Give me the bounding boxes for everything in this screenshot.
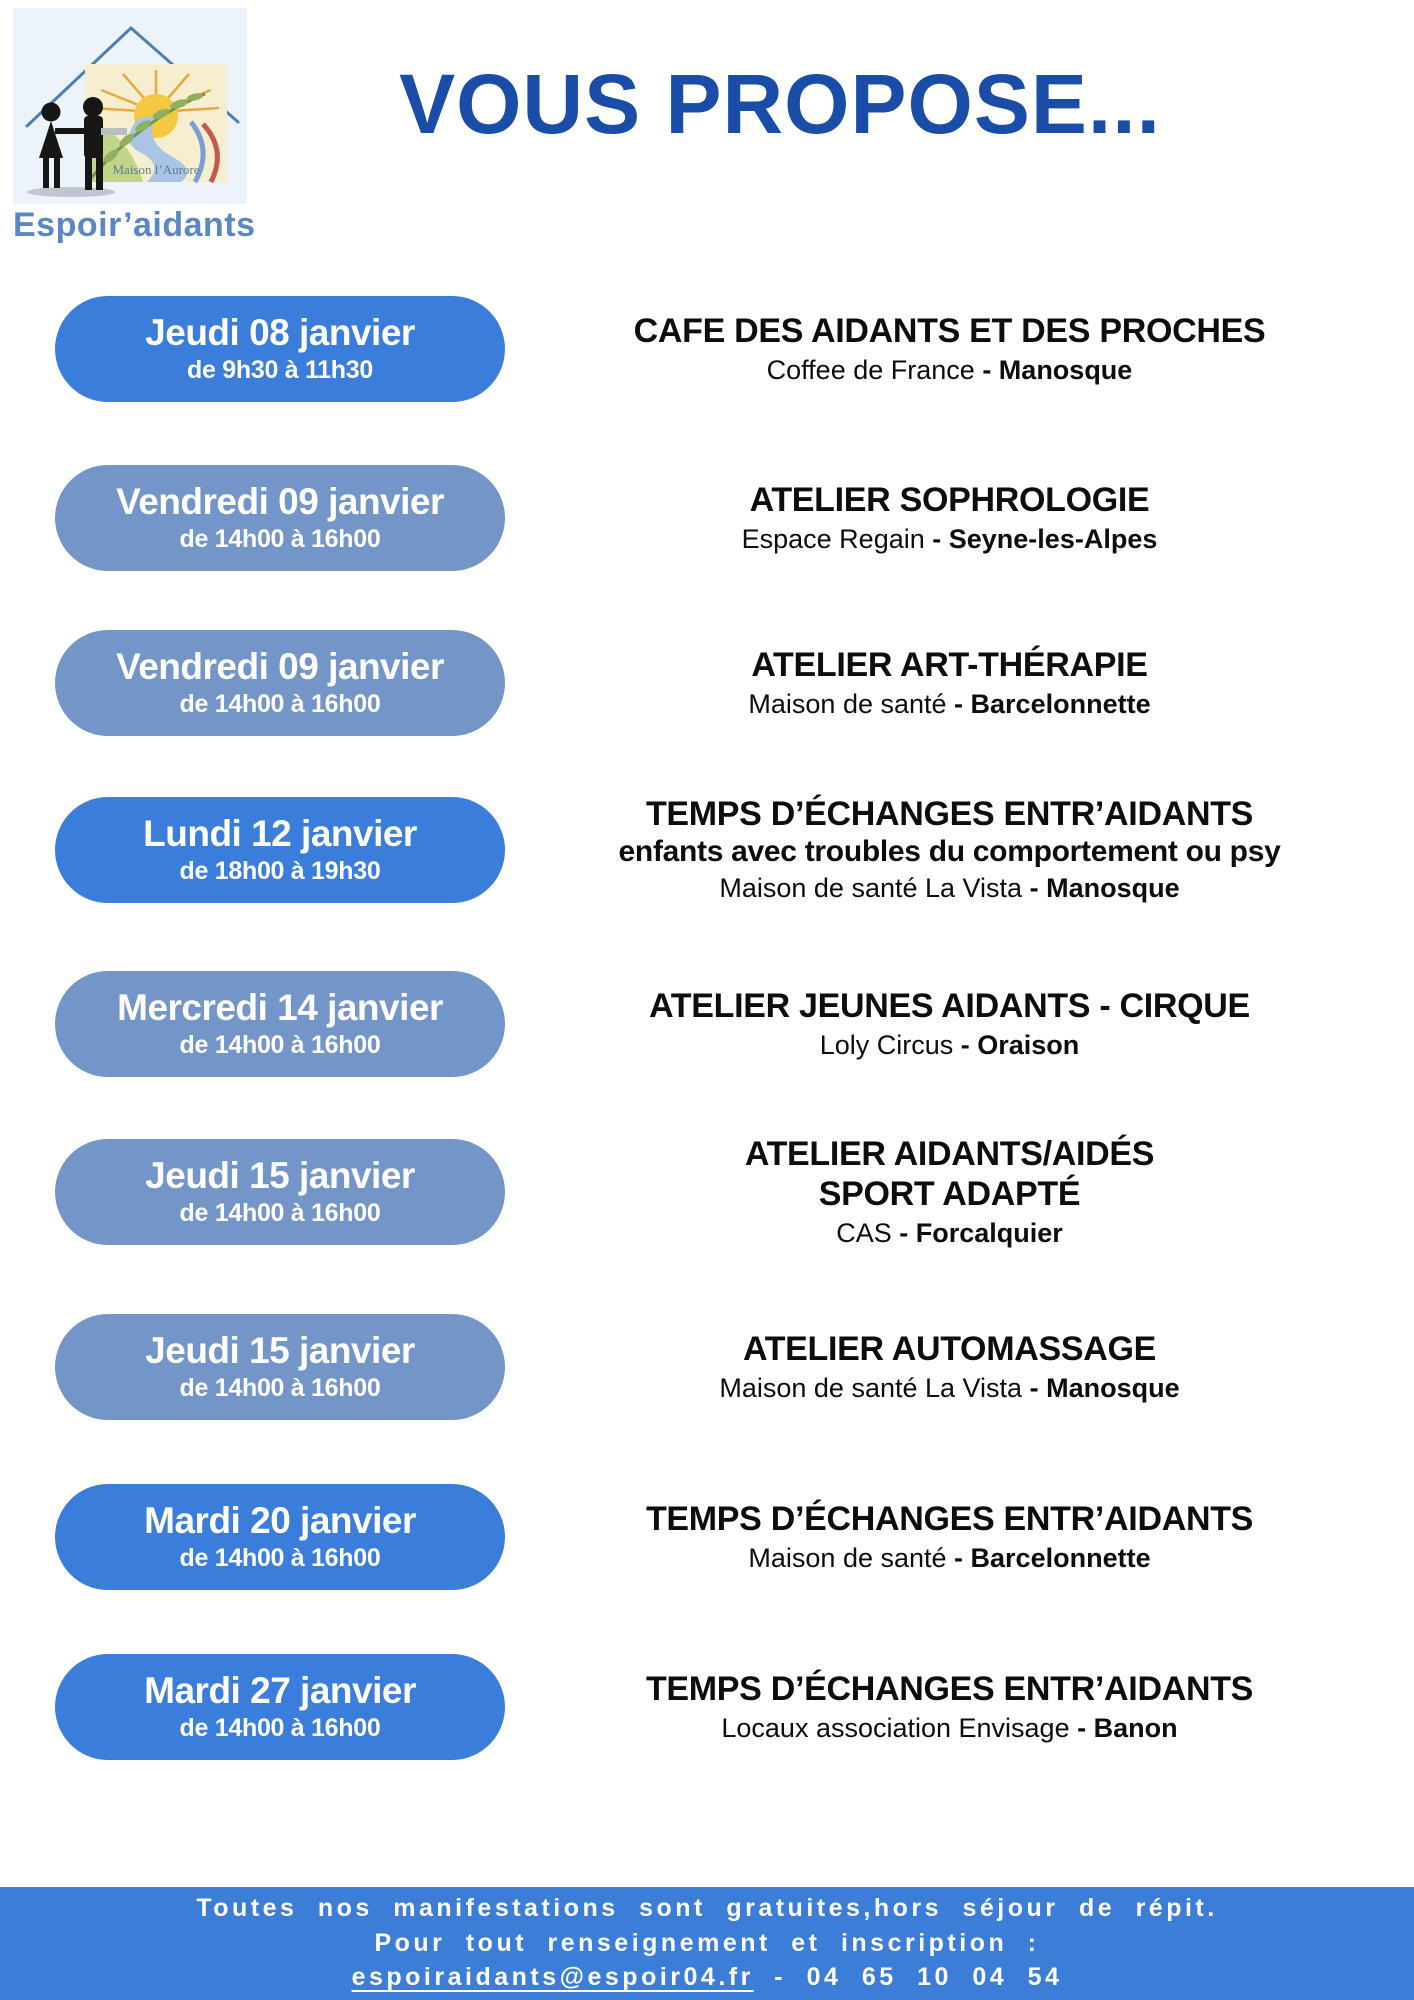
event-location: - Manosque (1029, 1372, 1180, 1403)
page-title: VOUS PROPOSE... (399, 57, 1161, 151)
event-date-pill (55, 465, 505, 571)
event-time: de 14h00 à 16h00 (179, 1544, 381, 1573)
event-venue-name: Coffee de France (766, 354, 975, 385)
event-row (0, 627, 1414, 739)
event-title: TEMPS D’ÉCHANGES ENTR’AIDANTS (645, 794, 1254, 833)
event-venue (525, 1712, 1374, 1746)
event-location: - Barcelonnette (954, 1542, 1151, 1573)
org-name: Espoir’aidants (13, 206, 256, 244)
event-date: Vendredi 09 janvier (116, 481, 444, 523)
event-date-pill (55, 797, 505, 903)
event-time: de 14h00 à 16h00 (179, 690, 381, 719)
event-date-pill (55, 296, 505, 402)
event-row (0, 968, 1414, 1080)
footer-contact (352, 1964, 1063, 1992)
event-title: ATELIER AUTOMASSAGE (742, 1329, 1157, 1368)
event-date: Mardi 20 janvier (144, 1500, 416, 1542)
event-location: - Seyne-les-Alpes (932, 523, 1158, 554)
event-location: - Forcalquier (899, 1217, 1063, 1248)
event-details (505, 1669, 1414, 1746)
event-title: ATELIER SOPHROLOGIE (749, 480, 1150, 519)
event-row (0, 1311, 1414, 1423)
event-venue-name: Maison de santé (748, 1542, 947, 1573)
contact-separator: - (774, 1963, 787, 1992)
event-time: de 14h00 à 16h00 (179, 1714, 381, 1743)
event-venue (525, 688, 1374, 722)
event-time: de 14h00 à 16h00 (179, 1031, 381, 1060)
sunrise-artwork (85, 64, 227, 182)
event-details (505, 1134, 1414, 1251)
event-venue-name: Maison de santé La Vista (719, 1372, 1023, 1403)
event-date: Vendredi 09 janvier (116, 646, 444, 688)
event-location: - Manosque (1029, 873, 1180, 904)
event-details (505, 1499, 1414, 1576)
event-row (0, 1136, 1414, 1248)
contact-phone: 04 65 10 04 54 (806, 1963, 1063, 1992)
contact-email-link[interactable]: espoiraidants@espoir04.fr (351, 1963, 754, 1992)
event-date-pill (55, 1654, 505, 1760)
event-title: TEMPS D’ÉCHANGES ENTR’AIDANTS (645, 1669, 1254, 1708)
event-venue-name: Locaux association Envisage (721, 1712, 1070, 1743)
event-date: Lundi 12 janvier (143, 813, 417, 855)
event-details (505, 645, 1414, 722)
footer-free-notice: Toutes nos manifestations sont gratuites,hors séjour de répit. (196, 1894, 1218, 1923)
event-title: ATELIER AIDANTS/AIDÉS (744, 1134, 1155, 1173)
event-details (505, 311, 1414, 388)
event-date: Jeudi 15 janvier (145, 1155, 415, 1197)
event-time: de 14h00 à 16h00 (179, 525, 381, 554)
event-date: Jeudi 08 janvier (145, 312, 415, 354)
event-date: Jeudi 15 janvier (145, 1330, 415, 1372)
event-venue-name: Loly Circus (819, 1029, 954, 1060)
event-title: TEMPS D’ÉCHANGES ENTR’AIDANTS (645, 1499, 1254, 1538)
event-row (0, 1481, 1414, 1593)
event-time: de 18h00 à 19h30 (179, 857, 381, 886)
event-title: ATELIER ART-THÉRAPIE (751, 645, 1148, 684)
event-location: - Oraison (960, 1029, 1080, 1060)
event-venue (525, 354, 1374, 388)
event-location: - Barcelonnette (954, 688, 1151, 719)
event-time: de 9h30 à 11h30 (187, 356, 373, 385)
event-venue (525, 1029, 1374, 1063)
event-row (0, 462, 1414, 574)
event-date-pill (55, 1139, 505, 1245)
event-date-pill (55, 1484, 505, 1590)
event-row (0, 794, 1414, 906)
event-subtitle: SPORT ADAPTÉ (818, 1174, 1081, 1213)
event-venue (525, 523, 1374, 557)
event-date-pill (55, 971, 505, 1077)
event-time: de 14h00 à 16h00 (179, 1199, 381, 1228)
org-logo (13, 8, 256, 245)
footer-banner (0, 1887, 1414, 2000)
event-date-pill (55, 630, 505, 736)
event-venue (525, 1372, 1374, 1406)
event-date-pill (55, 1314, 505, 1420)
event-venue (525, 1542, 1374, 1576)
event-details (505, 1329, 1414, 1406)
event-subtitle: enfants avec troubles du comportement ou psy (618, 834, 1281, 868)
event-title: CAFE DES AIDANTS ET DES PROCHES (633, 311, 1266, 350)
event-venue (525, 872, 1374, 906)
event-venue-name: CAS (836, 1217, 892, 1248)
event-venue-name: Maison de santé (748, 688, 947, 719)
logo-caption: Maison l’Aurore (112, 162, 200, 177)
event-location: - Banon (1077, 1712, 1178, 1743)
event-title: ATELIER JEUNES AIDANTS - CIRQUE (649, 986, 1250, 1025)
event-date: Mercredi 14 janvier (117, 987, 443, 1029)
event-details (505, 986, 1414, 1063)
event-row (0, 293, 1414, 405)
event-details (505, 794, 1414, 906)
event-details (505, 480, 1414, 557)
event-venue (525, 1217, 1374, 1251)
footer-info-label: Pour tout renseignement et inscription : (374, 1928, 1040, 1957)
event-time: de 14h00 à 16h00 (179, 1374, 381, 1403)
event-row (0, 1651, 1414, 1763)
event-date: Mardi 27 janvier (144, 1670, 416, 1712)
org-logo-image (13, 8, 247, 204)
event-venue-name: Maison de santé La Vista (719, 873, 1023, 904)
event-location: - Manosque (982, 354, 1133, 385)
event-venue-name: Espace Regain (741, 523, 925, 554)
